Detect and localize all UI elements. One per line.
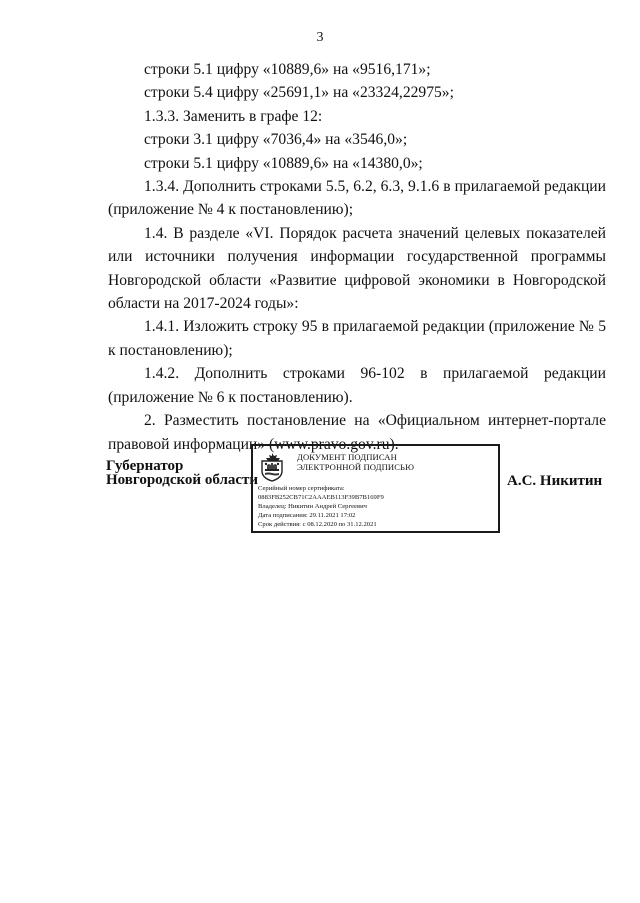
stamp-heading-line-2: ЭЛЕКТРОННОЙ ПОДПИСЬЮ: [297, 462, 415, 472]
paragraph-6: 1.3.4. Дополнить строками 5.5, 6.2, 6.3, 9.1.6 в прилагаемой редакции (приложение № 4 к постановлению);: [108, 178, 606, 219]
signer-title-line-1: Губернатор: [106, 458, 184, 474]
paragraph-10: 2. Разместить постановление на «Официальном интернет-портале правовой информации» (www.pravo.gov.ru).: [108, 412, 606, 453]
stamp-details: [258, 484, 498, 529]
paragraph-4: строки 3.1 цифру «7036,4» на «3546,0»;: [144, 131, 408, 149]
paragraph-5: строки 5.1 цифру «10889,6» на «14380,0»;: [144, 154, 423, 172]
paragraph-3: 1.3.3. Заменить в графе 12:: [144, 107, 323, 125]
stamp-owner: Владелец: Никитин Андрей Сергеевич: [258, 503, 367, 510]
signer-title: [106, 458, 259, 488]
paragraph-1: строки 5.1 цифру «10889,6» на «9516,171»;: [144, 61, 431, 78]
signature-block: [0, 444, 640, 544]
page-number: 3: [316, 30, 324, 45]
stamp-signed-date: Дата подписания: 29.11.2021 17:02: [258, 512, 356, 519]
coat-of-arms-icon: [259, 452, 285, 482]
signer-title-line-2: Новгородской области: [106, 472, 259, 488]
signer-name: А.С. Никитин: [507, 473, 603, 489]
stamp-serial-label: Серийный номер сертификата:: [258, 485, 345, 492]
paragraph-8: 1.4.1. Изложить строку 95 в прилагаемой редакции (приложение № 5 к постановлению);: [108, 318, 606, 359]
stamp-heading: [297, 452, 467, 472]
paragraph-7: 1.4. В разделе «VI. Порядок расчета значений целевых показателей или источники получения информации государственной программы Новгородской области «Развитие цифровой экономики в Новгородской области на 2017-2024 годы»:: [108, 224, 606, 313]
document-body: [108, 58, 606, 456]
stamp-heading-line-1: ДОКУМЕНТ ПОДПИСАН: [297, 452, 397, 462]
paragraph-9: 1.4.2. Дополнить строками 96-102 в прилагаемой редакции (приложение № 6 к постановлению).: [108, 365, 606, 406]
electronic-signature-stamp: [251, 444, 500, 533]
stamp-validity: Срок действия: с 08.12.2020 по 31.12.2021: [258, 521, 377, 528]
stamp-serial: 0883FB252CB71C2AAAEB113F39B7B169F9: [258, 494, 384, 501]
paragraph-2: строки 5.4 цифру «25691,1» на «23324,22975»;: [144, 84, 454, 102]
